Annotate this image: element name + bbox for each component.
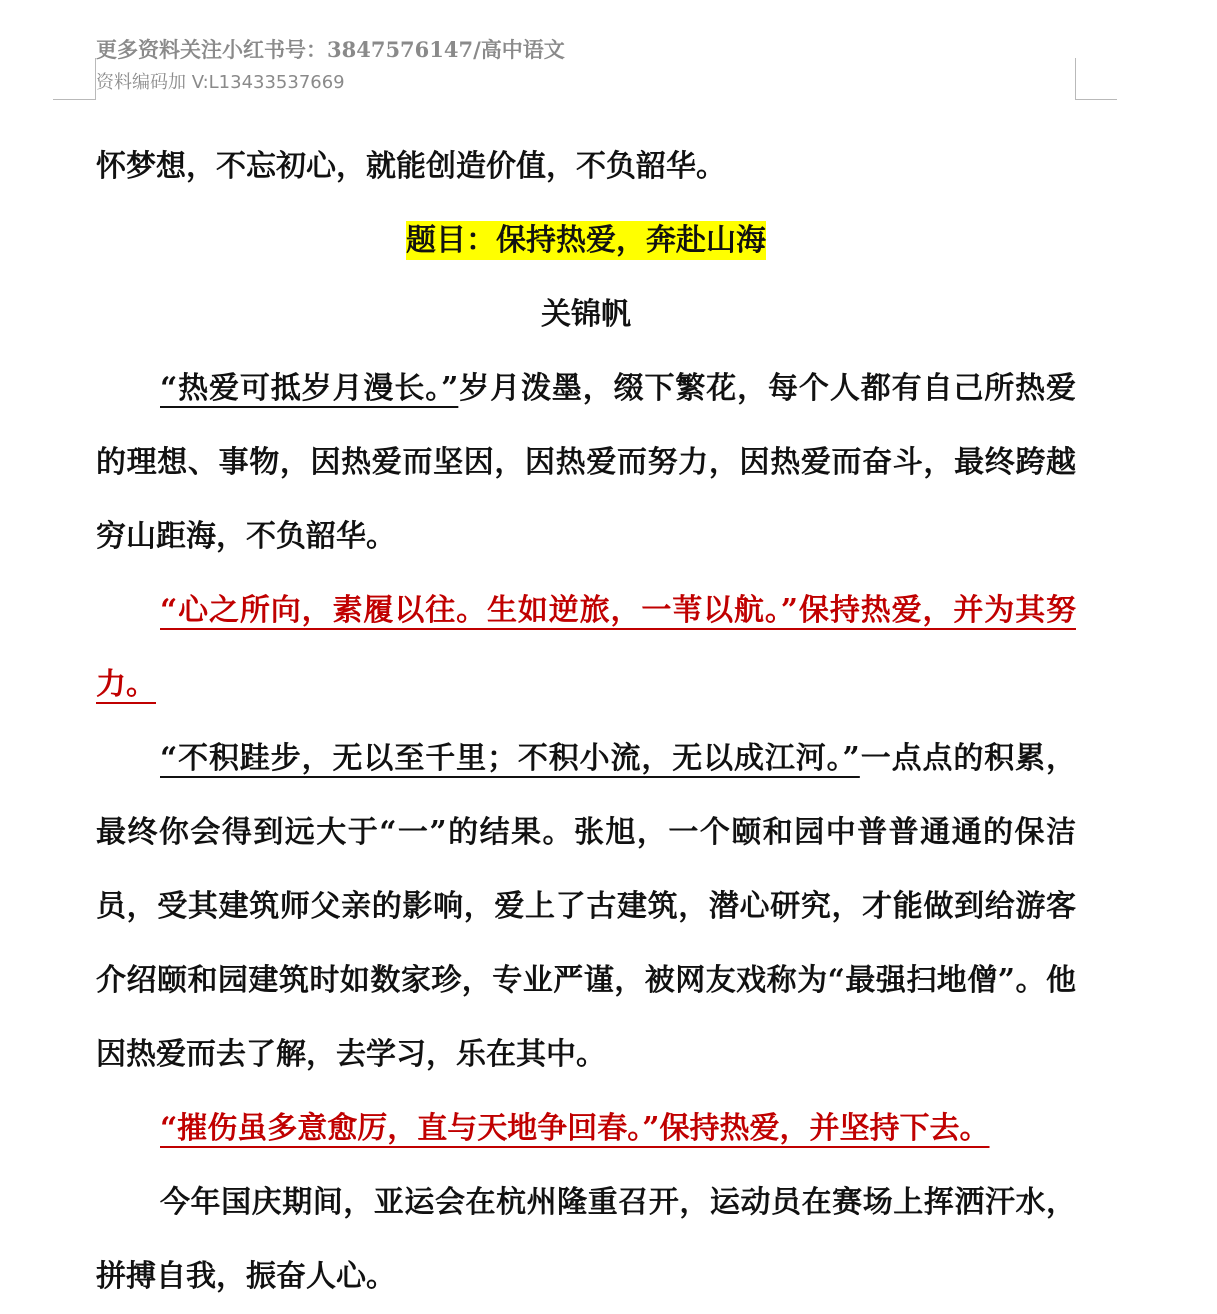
essay-title-line bbox=[96, 204, 1076, 278]
watermark-line-2: 资料编码加 V:L13433537669 bbox=[96, 72, 345, 93]
page-corner-mark-left-horizontal bbox=[53, 99, 96, 100]
essay-author: 关锦帆 bbox=[541, 297, 631, 332]
paragraph-4-red: “摧伤虽多意愈厉，直与天地争回春。”保持热爱，并坚持下去。 bbox=[160, 1111, 990, 1146]
paragraph-3-quote: “不积跬步，无以至千里；不积小流，无以成江河。” bbox=[160, 741, 860, 776]
paragraph-3 bbox=[96, 722, 1076, 1092]
page-corner-mark-right bbox=[1075, 58, 1076, 100]
paragraph-2-red: “心之所向，素履以往。生如逆旅，一苇以航。”保持热爱，并为其努力。 bbox=[96, 593, 1076, 702]
document-body bbox=[96, 130, 1076, 1314]
paragraph-5: 今年国庆期间，亚运会在杭州隆重召开，运动员在赛场上挥洒汗水，拼搏自我，振奋人心。 bbox=[96, 1185, 1076, 1294]
watermark-line-1: 更多资料关注小红书号：3847576147/高中语文 bbox=[96, 37, 565, 62]
paragraph-1-quote: “热爱可抵岁月漫长。” bbox=[160, 371, 459, 406]
paragraph-continuation: 怀梦想，不忘初心，就能创造价值，不负韶华。 bbox=[96, 149, 726, 184]
essay-title: 题目：保持热爱，奔赴山海 bbox=[406, 223, 766, 258]
paragraph-3-text: 一点点的积累，最终你会得到远大于“一”的结果。张旭，一个颐和园中普普通通的保洁员，受其建筑师父亲的影响，爱上了古建筑，潜心研究，才能做到给游客介绍颐和园建筑时如数家珍，专业严谨，被网友戏称为“最强扫地僧”。他因热爱而去了解，去学习，乐在其中。 bbox=[96, 741, 1077, 1072]
paragraph-1 bbox=[96, 352, 1076, 574]
paragraph-1-text: 岁月泼墨，缀下繁花，每个人都有自己所热爱的理想、事物，因热爱而坚因，因热爱而努力，因热爱而奋斗，最终跨越穷山距海，不负韶华。 bbox=[96, 371, 1076, 554]
page-corner-mark-right-horizontal bbox=[1075, 99, 1117, 100]
